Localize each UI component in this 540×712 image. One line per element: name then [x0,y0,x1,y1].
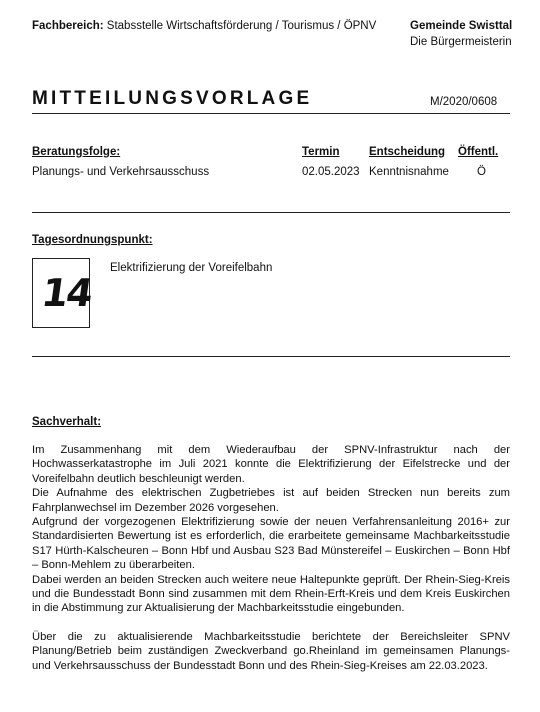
decision-type: Kenntnisnahme [369,166,449,178]
municipality-block [410,18,512,50]
facts-paragraph: Über die zu aktualisierende Machbarkeitsstudie berichtete der Bereichsleiter SPNV Planung/Betrieb beim zuständigen Zweckverband go.Rheinland im gemeinsamen Planungs- und Verkehrsausschuss der Bundesstadt Bonn und des Rhein-Sieg-Kreises am 22.03.2023. [32,630,510,672]
consultation-rule [32,212,510,213]
document-number: M/2020/0608 [430,96,498,108]
municipality-office: Die Bürgermeisterin [410,36,512,48]
department-value: Stabsstelle Wirtschaftsförderung / Tourismus / ÖPNV [106,20,377,32]
agenda-number-box [32,258,94,328]
facts-label: Sachverhalt: [32,416,102,428]
facts-body [32,443,510,673]
municipality-name: Gemeinde Swisttal [410,20,513,32]
consultation-label: Beratungsfolge: [32,146,121,158]
facts-paragraph: Dabei werden an beiden Strecken auch weitere neue Haltepunkte geprüft. Der Rhein-Sieg-Kreis und die Bundesstadt Bonn sind zusammen mit dem Rhein-Erft-Kreis und dem Kreis Euskirchen in die Abstimmung zur Aktualisierung der Machbarkeitsstudie eingebunden. [32,573,510,615]
department-line [32,18,376,34]
document-title: MITTEILUNGSVORLAGE [32,88,313,109]
facts-paragraph: Im Zusammenhang mit dem Wiederaufbau der SPNV-Infrastruktur nach der Hochwasserkatastrophe im Juli 2021 konnte die Elektrifizierung der Eifelstrecke und der Voreifelbahn deutlich beschleunigt werden. [32,444,510,485]
agenda-rule [32,356,510,357]
committee-name: Planungs- und Verkehrsausschuss [32,166,210,178]
decision-header: Entscheidung [369,146,446,158]
public-header: Öffentl. [458,146,499,158]
agenda-label: Tagesordnungspunkt: [32,234,153,246]
facts-paragraph: Die Aufnahme des elektrischen Zugbetriebes ist auf beiden Strecken nun bereits zum Fahrplanwechsel im Dezember 2026 vorgesehen. [32,487,510,514]
agenda-topic: Elektrifizierung der Voreifelbahn [110,262,273,274]
meeting-date: 02.05.2023 [302,166,360,178]
department-label: Fachbereich: [32,20,104,32]
agenda-number: 14 [38,271,94,315]
facts-paragraph: Aufgrund der vorgezogenen Elektrifizierung sowie der neuen Verfahrensanleitung 2016+ zur Standardisierten Bewertung ist es erforderlich, die erarbeitete gemeinsame Machbarkeitsstudie S17 Hürth-Kalscheuren – Bonn Hbf und Ausbau S23 Bad Münstereifel – Euskirchen – Bonn Hbf – Bonn-Mehlem zu überarbeiten. [32,516,510,572]
title-rule [32,113,510,114]
public-flag: Ö [477,166,486,178]
termin-header: Termin [302,146,340,158]
